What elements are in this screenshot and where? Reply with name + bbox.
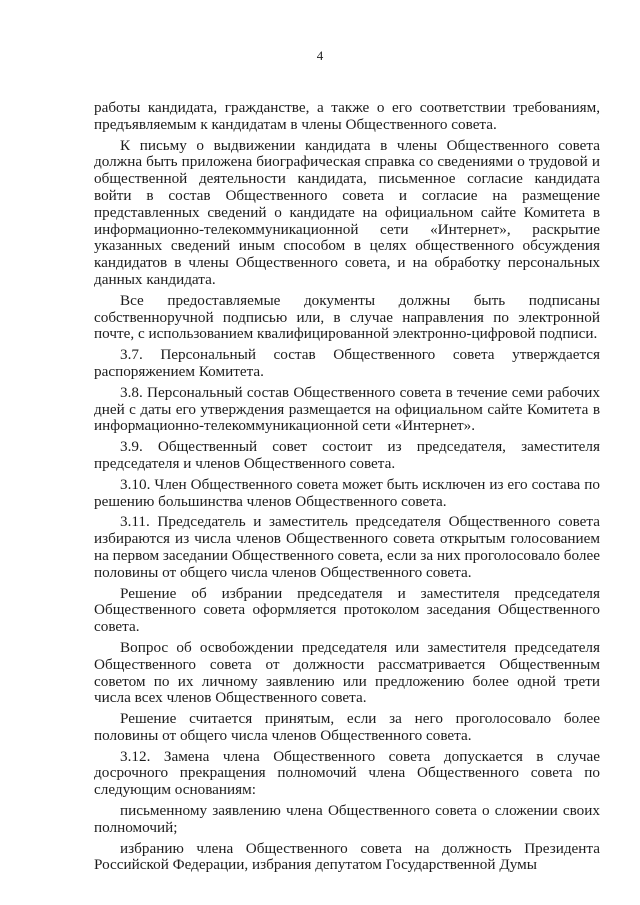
clause-3-11: 3.11. Председатель и заместитель председателя Общественного совета избираются из числа членов Общественного совета открытым голосованием на первом заседании Общественного совета, если за них проголосовало более половины от общего числа членов Общественного совета.	[94, 513, 600, 581]
paragraph-chair-dismissal: Вопрос об освобождении председателя или заместителя председателя Общественного совета от должности рассматривается Общественным советом по их личному заявлению или предложению более одной трети числа всех членов Общественного совета.	[94, 638, 600, 707]
paragraph-decision-adopted: Решение считается принятым, если за него проголосовало более половины от общего числа членов Общественного совета.	[94, 710, 600, 744]
paragraph-biography-requirements: К письму о выдвижении кандидата в члены Общественного совета должна быть приложена биографическая справка со сведениями о трудовой и общественной деятельности кандидата, письменное согласие кандидата войти в состав Общественного совета и согласие на размещение представленных сведений о кандидате на официальном сайте Комитета в информационно-телекоммуникационной сети «Интернет», раскрытие указанных сведений иным способом в целях общественного обсуждения кандидатов в члены Общественного совета, и на обработку персональных данных кандидата.	[94, 136, 600, 288]
document-body	[94, 100, 600, 878]
clause-3-7: 3.7. Персональный состав Общественного совета утверждается распоряжением Комитета.	[94, 346, 600, 380]
list-item-written-resignation: письменному заявлению члена Общественного совета о сложении своих полномочий;	[94, 802, 600, 836]
clause-3-8: 3.8. Персональный состав Общественного совета в течение семи рабочих дней с даты его утверждения размещается на официальном сайте Комитета в информационно-телекоммуникационной сети «Интернет».	[94, 383, 600, 435]
list-item-election-to-office: избранию члена Общественного совета на должность Президента Российской Федерации, избрания депутатом Государственной Думы	[94, 839, 600, 874]
paragraph-chair-election-protocol: Решение об избрании председателя и заместителя председателя Общественного совета оформляется протоколом заседания Общественного совета.	[94, 584, 600, 636]
page-number: 4	[316, 48, 324, 63]
paragraph-signature-requirements: Все предоставляемые документы должны быть подписаны собственноручной подписью или, в случае направления по электронной почте, с использованием квалифицированной электронно-цифровой подписи.	[94, 291, 600, 343]
clause-3-9: 3.9. Общественный совет состоит из председателя, заместителя председателя и членов Общественного совета.	[94, 438, 600, 472]
paragraph-candidate-info-continued: работы кандидата, гражданстве, а также о его соответствии требованиям, предъявляемым к кандидатам в члены Общественного совета.	[94, 99, 600, 133]
clause-3-12: 3.12. Замена члена Общественного совета допускается в случае досрочного прекращения полномочий члена Общественного совета по следующим основаниям:	[94, 747, 600, 799]
clause-3-10: 3.10. Член Общественного совета может быть исключен из его состава по решению большинства членов Общественного совета.	[94, 475, 600, 510]
